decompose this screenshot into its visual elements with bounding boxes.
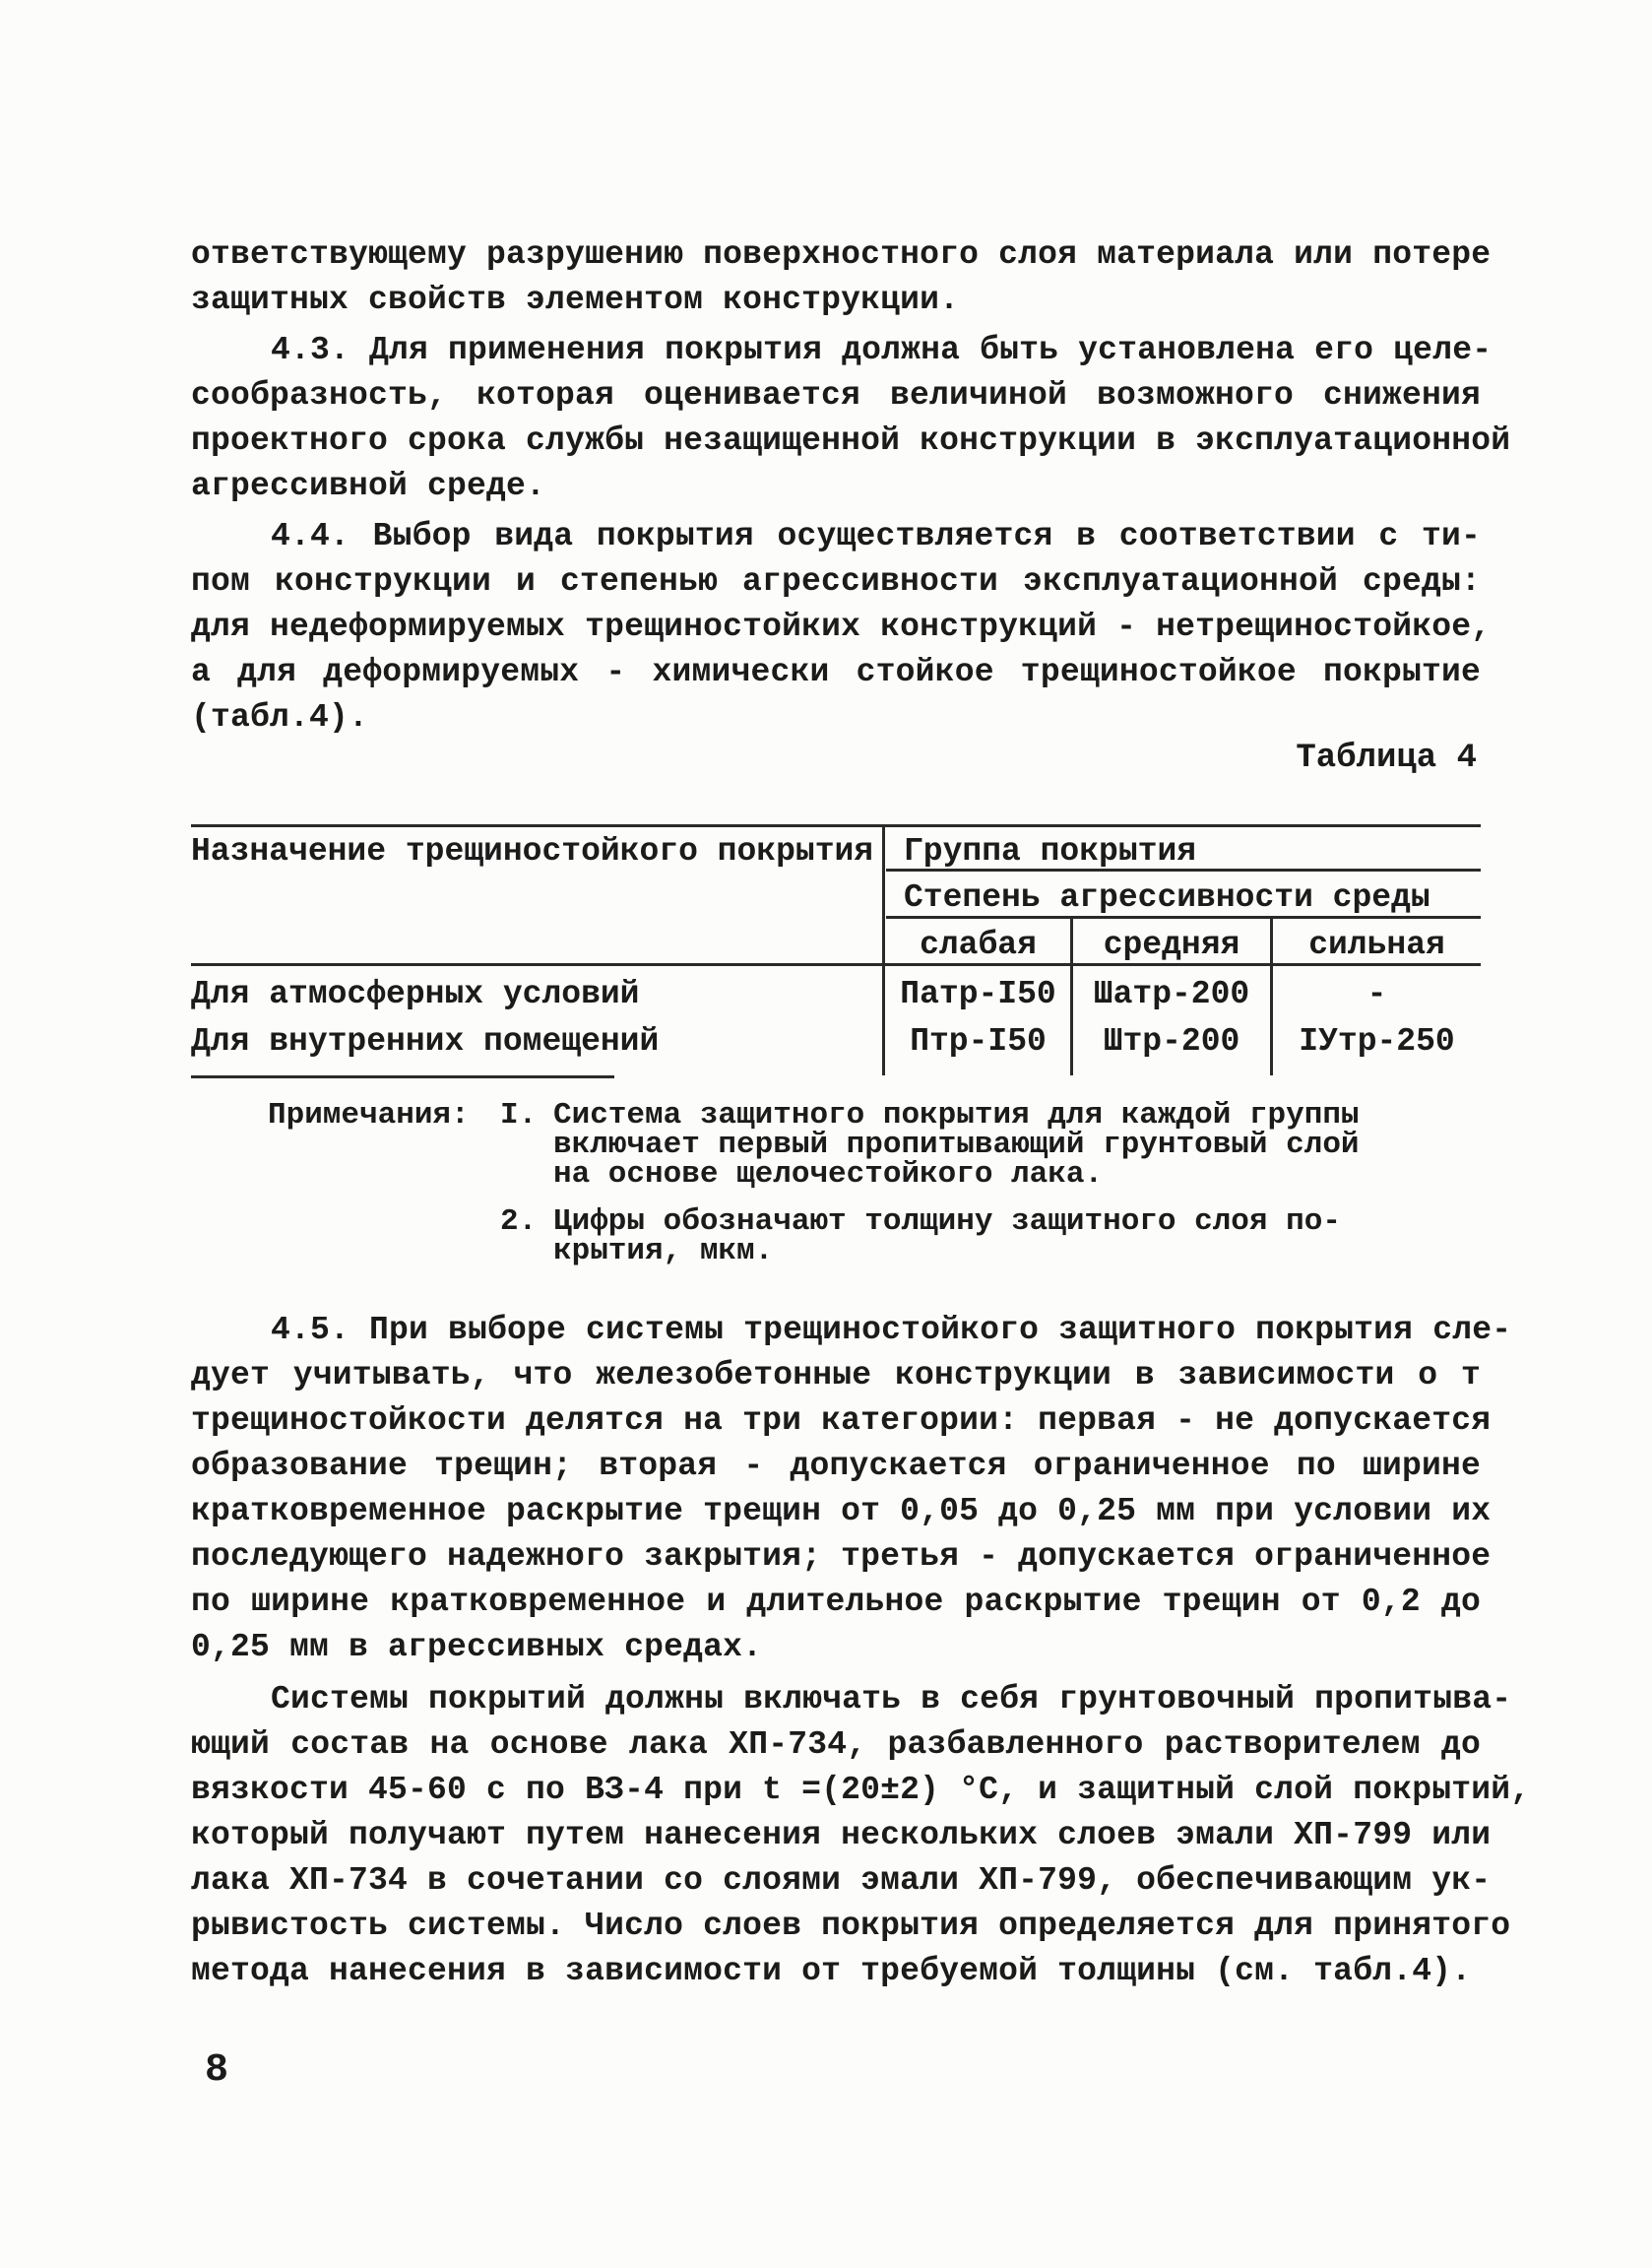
note-line: включает первый пропитывающий грунтовый слой <box>553 1128 1360 1162</box>
text-line: сообразность, которая оценивается величиной возможного снижения <box>191 377 1481 414</box>
text-line: ответствующему разрушению поверхностного слоя материала или потере <box>191 236 1492 273</box>
header-purpose: Назначение трещиностойкого покрытия <box>191 833 874 870</box>
text-line: 4.5. При выборе системы трещиностойкого защитного покрытия сле- <box>271 1312 1512 1348</box>
table-row-purpose: Для внутренних помещений <box>191 1023 660 1060</box>
note-line: крытия, мкм. <box>553 1234 774 1268</box>
text-line: рывистость системы. Число слоев покрытия определяется для принятого <box>191 1908 1511 1944</box>
text-line: Системы покрытий должны включать в себя грунтовочный пропитыва- <box>271 1681 1512 1717</box>
text-line: дует учитывать, что железобетонные конструкции в зависимости о т <box>191 1357 1481 1393</box>
text-line: метода нанесения в зависимости от требуемой толщины (см. табл.4). <box>191 1953 1472 1989</box>
note-line: Цифры обозначают толщину защитного слоя по- <box>553 1204 1341 1239</box>
text-line: который получают путем нанесения нескольких слоев эмали ХП-799 или <box>191 1817 1492 1853</box>
header-group: Группа покрытия <box>904 833 1197 870</box>
text-line: агрессивной среде. <box>191 468 546 504</box>
text-line: (табл.4). <box>191 699 369 736</box>
table-bottom-rule <box>191 1075 614 1078</box>
page-number: 8 <box>205 2048 229 2093</box>
text-line: а для деформируемых - химически стойкое трещиностойкое покрытие <box>191 654 1481 690</box>
text-line: 0,25 мм в агрессивных средах. <box>191 1629 763 1665</box>
table-top-rule <box>191 824 1481 827</box>
text-line: кратковременное раскрытие трещин от 0,05 до 0,25 мм при условии их <box>191 1493 1492 1529</box>
text-line: для недеформируемых трещиностойких конструкций - нетрещиностойкое, <box>191 609 1492 645</box>
text-line: защитных свойств элементом конструкции. <box>191 282 960 318</box>
col-medium: средняя <box>1103 927 1240 963</box>
note-number: I. <box>500 1098 538 1133</box>
text-line: трещиностойкости делятся на три категории: первая - не допускается <box>191 1402 1492 1439</box>
table-divider <box>882 824 885 1075</box>
text-line: лака ХП-734 в сочетании со слоями эмали ХП-799, обеспечивающим ук- <box>191 1862 1492 1899</box>
table-cell: Патр-I50 <box>900 976 1056 1012</box>
text-line: пом конструкции и степенью агрессивности эксплуатационной среды: <box>191 563 1481 600</box>
text-line: по ширине кратковременное и длительное раскрытие трещин от 0,2 до <box>191 1584 1481 1620</box>
col-strong: сильная <box>1308 927 1445 963</box>
table-cell: Шатр-200 <box>1093 976 1250 1012</box>
table-caption: Таблица 4 <box>1296 740 1477 777</box>
col-weak: слабая <box>920 927 1037 963</box>
text-line: ющий состав на основе лака ХП-734, разбавленного растворителем до <box>191 1726 1481 1763</box>
text-line: проектного срока службы незащищенной конструкции в эксплуатационной <box>191 422 1511 459</box>
header-degree: Степень агрессивности среды <box>904 879 1430 916</box>
text-line: образование трещин; вторая - допускается ограниченное по ширине <box>191 1448 1481 1484</box>
note-number: 2. <box>500 1204 538 1239</box>
table-cell: Штр-200 <box>1103 1023 1240 1060</box>
text-line: 4.3. Для применения покрытия должна быть установлена его целе- <box>271 332 1493 368</box>
table-cell: Птр-I50 <box>910 1023 1047 1060</box>
note-line: на основе щелочестойкого лака. <box>553 1157 1104 1192</box>
text-line: последующего надежного закрытия; третья - допускается ограниченное <box>191 1538 1492 1575</box>
text-line: вязкости 45-60 с по ВЗ-4 при t =(20±2) °С, и защитный слой покрытий, <box>191 1772 1531 1808</box>
note-line: Система защитного покрытия для каждой группы <box>553 1098 1360 1133</box>
text-line: 4.4. Выбор вида покрытия осуществляется в соответствии с ти- <box>271 518 1481 554</box>
table-cell: - <box>1366 976 1387 1012</box>
table-row-purpose: Для атмосферных условий <box>191 976 640 1012</box>
table-cell: IУтр-250 <box>1299 1023 1455 1060</box>
notes-label: Примечания: <box>268 1098 470 1133</box>
